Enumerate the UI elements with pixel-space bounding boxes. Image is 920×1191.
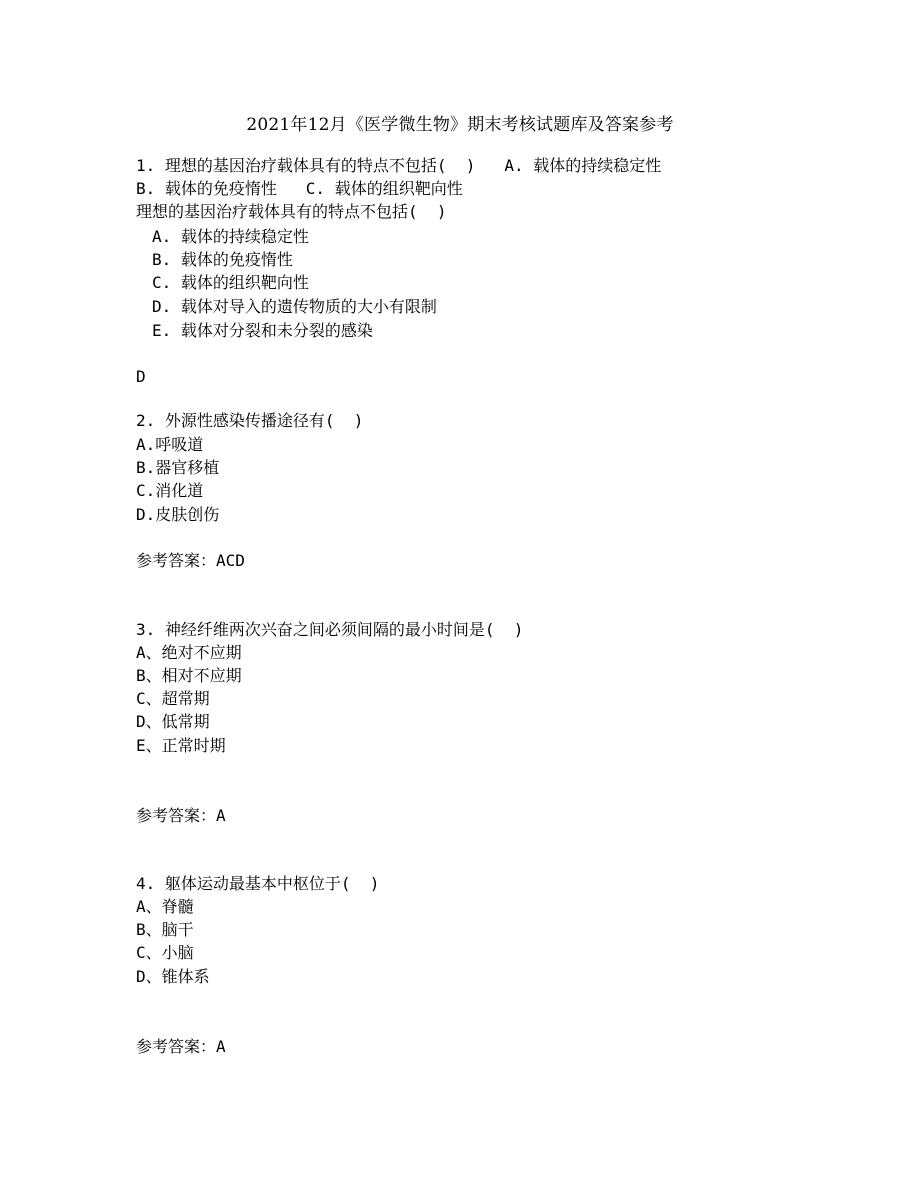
- question-2-option: C.消化道: [136, 481, 204, 500]
- question-2-option: D.皮肤创伤: [136, 505, 220, 524]
- question-2-answer: 参考答案：ACD: [136, 551, 245, 570]
- question-1-option: E. 载体对分裂和未分裂的感染: [152, 321, 373, 340]
- question-2-stem: 2. 外源性感染传播途径有( ): [136, 411, 364, 430]
- question-1-option: C. 载体的组织靶向性: [152, 273, 309, 292]
- question-4-option: B、脑干: [136, 920, 194, 939]
- question-3-option: E、正常时期: [136, 736, 226, 755]
- question-1-option: A. 载体的持续稳定性: [152, 227, 309, 246]
- question-3-option: D、低常期: [136, 712, 210, 731]
- question-1-option: B. 载体的免疫惰性: [152, 250, 293, 269]
- question-1-option: D. 载体对导入的遗传物质的大小有限制: [152, 297, 437, 316]
- question-1-line-1: 1. 理想的基因治疗载体具有的特点不包括( ) A. 载体的持续稳定性: [136, 156, 662, 175]
- question-4-stem: 4. 躯体运动最基本中枢位于( ): [136, 874, 380, 893]
- question-1-line-2: B. 载体的免疫惰性 C. 载体的组织靶向性: [136, 179, 463, 198]
- question-3-option: B、相对不应期: [136, 666, 242, 685]
- question-4-option: A、脊髓: [136, 897, 194, 916]
- question-1-stem: 理想的基因治疗载体具有的特点不包括( ): [136, 202, 447, 221]
- question-1-answer: D: [136, 367, 146, 386]
- question-3-option: A、绝对不应期: [136, 643, 242, 662]
- question-4-answer: 参考答案：A: [136, 1037, 226, 1056]
- question-4-option: D、锥体系: [136, 967, 210, 986]
- question-3-stem: 3. 神经纤维两次兴奋之间必须间隔的最小时间是( ): [136, 620, 524, 639]
- question-3-option: C、超常期: [136, 689, 210, 708]
- question-2-option: B.器官移植: [136, 458, 220, 477]
- question-2-option: A.呼吸道: [136, 435, 204, 454]
- question-4-option: C、小脑: [136, 943, 194, 962]
- question-3-answer: 参考答案：A: [136, 806, 226, 825]
- page-title: 2021年12月《医学微生物》期末考核试题库及答案参考: [246, 115, 674, 135]
